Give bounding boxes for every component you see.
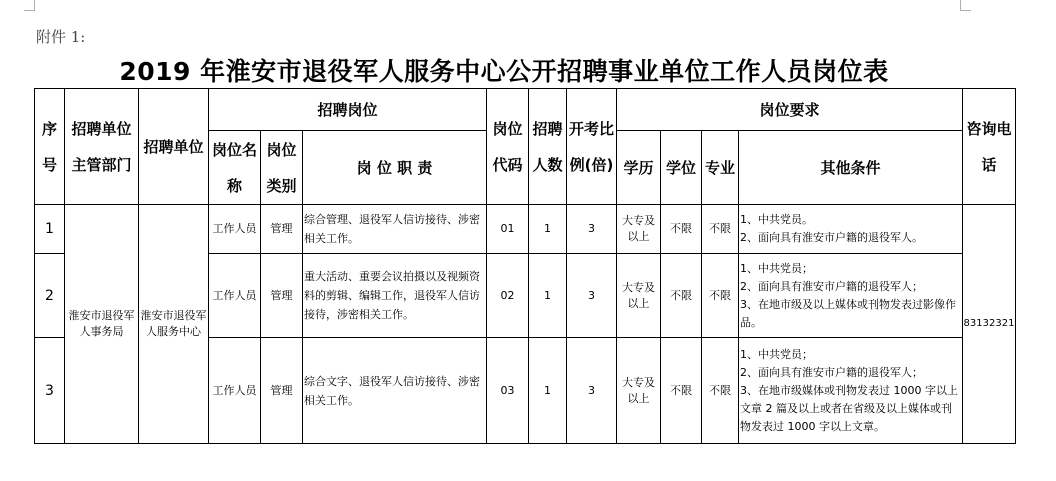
condition-line: 3、在地市级及以上媒体或刊物发表过影像作品。 <box>740 297 956 329</box>
header-education: 学历 <box>617 131 661 205</box>
row-duty: 重大活动、重要会议拍摄以及视频资料的剪辑、编辑工作，退役军人信访接待，涉密相关工作。 <box>303 254 487 338</box>
department-cell: 淮安市退役军人事务局 <box>65 205 139 444</box>
header-position-group: 招聘岗位 <box>209 89 487 131</box>
condition-line: 1、中共党员； <box>740 347 813 361</box>
row-position-name: 工作人员 <box>209 254 261 338</box>
row-seq: 3 <box>35 338 65 444</box>
header-position-type: 岗位类别 <box>261 131 303 205</box>
phone-cell: 83132321 <box>963 205 1016 444</box>
table-row <box>35 205 1016 254</box>
row-ratio: 3 <box>567 338 617 444</box>
row-major: 不限 <box>702 205 739 254</box>
header-phone: 咨询电话 <box>963 89 1016 205</box>
header-other-conditions: 其他条件 <box>739 131 963 205</box>
header-unit: 招聘单位 <box>139 89 209 205</box>
condition-line: 3、在地市级媒体或刊物发表过 1000 字以上文章 2 篇及以上或者在省级及以上媒体或刊物发表过 1000 字以上文章。 <box>740 383 958 433</box>
row-code: 02 <box>487 254 529 338</box>
row-position-name: 工作人员 <box>209 338 261 444</box>
condition-line: 2、面向具有淮安市户籍的退役军人； <box>740 365 923 379</box>
row-code: 03 <box>487 338 529 444</box>
recruitment-table <box>34 88 1016 444</box>
row-code: 01 <box>487 205 529 254</box>
row-degree: 不限 <box>661 205 702 254</box>
header-requirements-group: 岗位要求 <box>617 89 963 131</box>
header-major: 专业 <box>702 131 739 205</box>
row-position-type: 管理 <box>261 338 303 444</box>
unit-cell: 淮安市退役军人服务中心 <box>139 205 209 444</box>
header-count: 招聘人数 <box>529 89 567 205</box>
row-position-name: 工作人员 <box>209 205 261 254</box>
row-education: 大专及以上 <box>617 338 661 444</box>
row-seq: 1 <box>35 205 65 254</box>
row-position-type: 管理 <box>261 254 303 338</box>
row-position-type: 管理 <box>261 205 303 254</box>
row-conditions <box>739 254 963 338</box>
row-degree: 不限 <box>661 254 702 338</box>
document-title: 2019 年淮安市退役军人服务中心公开招聘事业单位工作人员岗位表 <box>119 57 889 86</box>
row-count: 1 <box>529 205 567 254</box>
row-major: 不限 <box>702 338 739 444</box>
row-education: 大专及以上 <box>617 254 661 338</box>
row-conditions <box>739 338 963 444</box>
condition-line: 2、面向具有淮安市户籍的退役军人。 <box>740 231 923 244</box>
header-seq: 序号 <box>35 89 65 205</box>
row-duty: 综合管理、退役军人信访接待、涉密相关工作。 <box>303 205 487 254</box>
row-count: 1 <box>529 254 567 338</box>
row-ratio: 3 <box>567 254 617 338</box>
row-major: 不限 <box>702 254 739 338</box>
condition-line: 1、中共党员。 <box>740 213 813 226</box>
header-dept: 招聘单位主管部门 <box>65 89 139 205</box>
row-degree: 不限 <box>661 338 702 444</box>
row-count: 1 <box>529 338 567 444</box>
row-conditions <box>739 205 963 254</box>
page-corner-mark-right <box>960 0 971 11</box>
row-duty: 综合文字、退役军人信访接待、涉密相关工作。 <box>303 338 487 444</box>
header-position-name: 岗位名称 <box>209 131 261 205</box>
attachment-label: 附件 1: <box>36 28 86 46</box>
header-ratio: 开考比例(倍) <box>567 89 617 205</box>
row-ratio: 3 <box>567 205 617 254</box>
condition-line: 2、面向具有淮安市户籍的退役军人； <box>740 279 923 293</box>
header-code: 岗位代码 <box>487 89 529 205</box>
row-seq: 2 <box>35 254 65 338</box>
condition-line: 1、中共党员； <box>740 261 813 275</box>
page-corner-mark-left <box>24 0 35 11</box>
header-degree: 学位 <box>661 131 702 205</box>
row-education: 大专及以上 <box>617 205 661 254</box>
header-duty: 岗 位 职 责 <box>303 131 487 205</box>
